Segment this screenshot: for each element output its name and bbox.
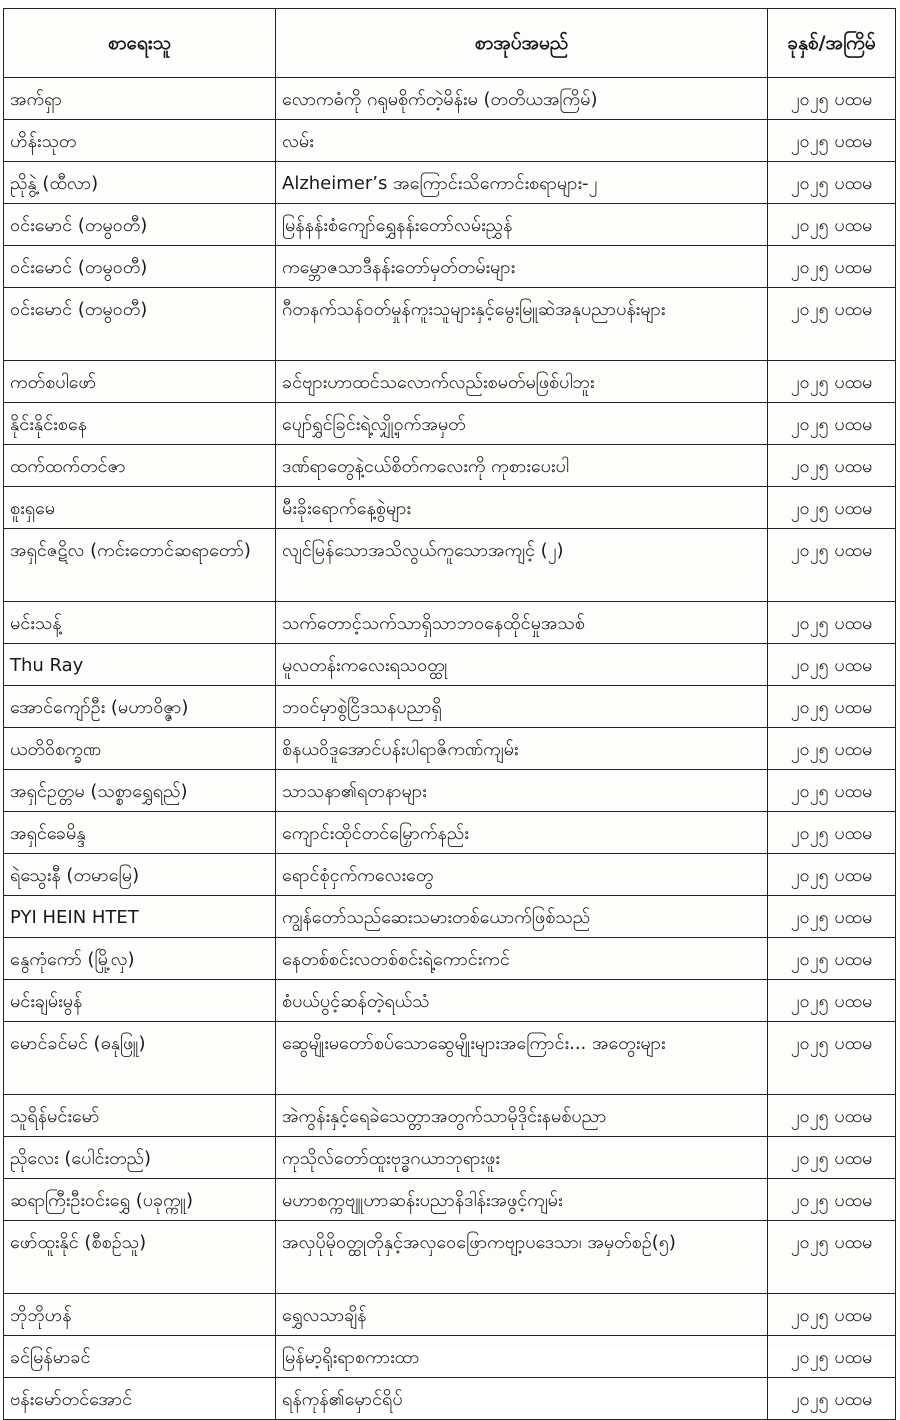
edition-cell: ၂၀၂၅ ပထမ	[768, 896, 896, 938]
title-cell: စံပယ်ပွင့်ဆန်တဲ့ရယ်သံ	[276, 980, 768, 1022]
table-row	[4, 445, 896, 487]
author-cell: ရဲသွေးနီ (တမာမြေ)	[4, 854, 276, 896]
author-cell: ဝင်းမောင် (တမွဝတီ)	[4, 204, 276, 246]
table-row	[4, 854, 896, 896]
author-cell: ညိုနွဲ့ (ထီလာ)	[4, 162, 276, 204]
edition-cell: ၂၀၂၅ ပထမ	[768, 1179, 896, 1221]
title-cell: အဲကွန်းနှင့်ရေခဲသေတ္တာအတွက်သာမိုဒိုင်းနမစ်ပညာ	[276, 1095, 768, 1137]
table-row	[4, 529, 896, 602]
title-cell: အလှပိုမိုဝတ္ထုတိုနှင့်အလှဝေဖြောကဗျာ့ပဒေသာ၊ အမှတ်စဉ်(၅)	[276, 1221, 768, 1294]
title-cell: လမ်း	[276, 120, 768, 162]
edition-cell: ၂၀၂၅ ပထမ	[768, 728, 896, 770]
edition-cell: ၂၀၂၅ ပထမ	[768, 204, 896, 246]
edition-cell: ၂၀၂၅ ပထမ	[768, 770, 896, 812]
table-row	[4, 938, 896, 980]
author-cell: ဘိုဘိုဟန်	[4, 1294, 276, 1336]
title-cell: ကမ္ဘောဇသာဒီနန်းတော်မှတ်တမ်းများ	[276, 246, 768, 288]
edition-cell: ၂၀၂၅ ပထမ	[768, 1095, 896, 1137]
table-row	[4, 204, 896, 246]
edition-cell: ၂၀၂၅ ပထမ	[768, 288, 896, 361]
edition-cell: ၂၀၂၅ ပထမ	[768, 854, 896, 896]
title-cell: စိနယဝိဒူအောင်ပန်းပါရာဇိကဏ်ကျမ်း	[276, 728, 768, 770]
title-cell: မူလတန်းကလေးရသဝတ္ထု	[276, 644, 768, 686]
header-author: စာရေးသူ	[4, 9, 276, 78]
table-row	[4, 246, 896, 288]
author-cell: ဝင်းမောင် (တမွဝတီ)	[4, 246, 276, 288]
author-cell: မင်းသန့်	[4, 602, 276, 644]
author-cell: နိုင်းနိုင်းစနေ	[4, 403, 276, 445]
edition-cell: ၂၀၂၅ ပထမ	[768, 246, 896, 288]
author-cell: ဝင်းမောင် (တမွဝတီ)	[4, 288, 276, 361]
table-row	[4, 288, 896, 361]
edition-cell: ၂၀၂၅ ပထမ	[768, 162, 896, 204]
author-cell: အက်ရှာ	[4, 78, 276, 120]
author-cell: မောင်ခင်မင် (ဓနုဖြူ)	[4, 1022, 276, 1095]
author-cell: အောင်ကျော်ဦး (မဟာဝိဇ္ဇာ)	[4, 686, 276, 728]
author-cell: သူရိန်မင်းမော်	[4, 1095, 276, 1137]
title-cell: လောကဓံကို ဂရုမစိုက်တဲ့မိန်းမ (တတိယအကြိမ်)	[276, 78, 768, 120]
edition-cell: ၂၀၂၅ ပထမ	[768, 644, 896, 686]
author-cell: ဟိန်းသုတ	[4, 120, 276, 162]
table-row	[4, 361, 896, 403]
header-edition: ခုနှစ်/အကြိမ်	[768, 9, 896, 78]
title-cell: မြန်မာ့ရိုးရာစကားထာ	[276, 1336, 768, 1378]
edition-cell: ၂၀၂၅ ပထမ	[768, 120, 896, 162]
edition-cell: ၂၀၂၅ ပထမ	[768, 1294, 896, 1336]
table-row	[4, 686, 896, 728]
title-cell: ကျွန်တော်သည်ဆေးသမားတစ်ယောက်ဖြစ်သည်	[276, 896, 768, 938]
title-cell: လျင်မြန်သောအသိလွယ်ကူသောအကျင့် (၂)	[276, 529, 768, 602]
table-row	[4, 1294, 896, 1336]
edition-cell: ၂၀၂၅ ပထမ	[768, 686, 896, 728]
edition-cell: ၂၀၂၅ ပထမ	[768, 361, 896, 403]
title-cell: ရွှေလသာချိန်	[276, 1294, 768, 1336]
table-row	[4, 1221, 896, 1294]
title-cell: နေတစ်စင်းလတစ်စင်းရဲ့ကောင်းကင်	[276, 938, 768, 980]
edition-cell: ၂၀၂၅ ပထမ	[768, 445, 896, 487]
edition-cell: ၂၀၂၅ ပထမ	[768, 78, 896, 120]
title-cell: ကုသိုလ်တော်ထူးဗုဒ္ဓဂယာဘုရားဖူး	[276, 1137, 768, 1179]
table-row	[4, 1336, 896, 1378]
edition-cell: ၂၀၂၅ ပထမ	[768, 812, 896, 854]
title-cell: ကျောင်းထိုင်တင်မြှောက်နည်း	[276, 812, 768, 854]
title-cell: ဒဏ်ရာတွေနဲ့ငယ်စိတ်ကလေးကို ကုစားပေးပါ	[276, 445, 768, 487]
title-cell: ပျော်ရွှင်ခြင်းရဲ့လျှို့ဝှက်အမှတ်	[276, 403, 768, 445]
author-cell: နွေကုံကော် (မြို့လှ)	[4, 938, 276, 980]
author-cell: စူးရှမေ	[4, 487, 276, 529]
author-cell: ညိုလေး (ပေါင်းတည်)	[4, 1137, 276, 1179]
edition-cell: ၂၀၂၅ ပထမ	[768, 403, 896, 445]
edition-cell: ၂၀၂၅ ပထမ	[768, 487, 896, 529]
table-row	[4, 770, 896, 812]
edition-cell: ၂၀၂၅ ပထမ	[768, 1336, 896, 1378]
table-row	[4, 1179, 896, 1221]
table-row	[4, 1095, 896, 1137]
author-cell: ယတိဝိစက္ခဏ	[4, 728, 276, 770]
table-header-row	[4, 9, 896, 78]
table-row	[4, 120, 896, 162]
edition-cell: ၂၀၂၅ ပထမ	[768, 938, 896, 980]
author-cell: ထက်ထက်တင်ဇာ	[4, 445, 276, 487]
author-cell: အရှင်ဇဋိလ (ကင်းတောင်ဆရာတော်)	[4, 529, 276, 602]
title-cell: မြန်နန်းစံကျော်ရွှေနန်းတော်လမ်းညွှန်	[276, 204, 768, 246]
edition-cell: ၂၀၂၅ ပထမ	[768, 602, 896, 644]
edition-cell: ၂၀၂၅ ပထမ	[768, 980, 896, 1022]
title-cell: ရောင်စုံငှက်ကလေးတွေ	[276, 854, 768, 896]
author-cell: ခင်မြန်မာခင်	[4, 1336, 276, 1378]
author-cell: Thu Ray	[4, 644, 276, 686]
title-cell: ခင်ဗျားဟာထင်သလောက်လည်းစမတ်မဖြစ်ပါဘူး	[276, 361, 768, 403]
book-list-table	[3, 8, 896, 1420]
edition-cell: ၂၀၂၅ ပထမ	[768, 1137, 896, 1179]
table-row	[4, 1022, 896, 1095]
title-cell: ဂီတနက်သန်ဝတ်မှုန်ကူးသူများနှင့်မွေးမြူဆဲအနုပညာပန်းများ	[276, 288, 768, 361]
table-row	[4, 1378, 896, 1420]
table-row	[4, 602, 896, 644]
title-cell: မဟာစက္ကဗျူဟာဆန်းပညာနိဒါန်းအဖွင့်ကျမ်း	[276, 1179, 768, 1221]
table-row	[4, 896, 896, 938]
title-cell: ဆွေမျိုးမတော်စပ်သောဆွေမျိုးများအကြောင်း... အတွေးများ	[276, 1022, 768, 1095]
title-cell: Alzheimer’s အကြောင်းသိကောင်းစရာများ-၂	[276, 162, 768, 204]
title-cell: မီးခိုးရောက်နေ့စွဲများ	[276, 487, 768, 529]
table-row	[4, 487, 896, 529]
header-title: စာအုပ်အမည်	[276, 9, 768, 78]
author-cell: မင်းချမ်းမွန်	[4, 980, 276, 1022]
table-row	[4, 728, 896, 770]
table-row	[4, 1137, 896, 1179]
table-row	[4, 403, 896, 445]
edition-cell: ၂၀၂၅ ပထမ	[768, 529, 896, 602]
title-cell: သာသနာ၏ရတနာများ	[276, 770, 768, 812]
table-row	[4, 78, 896, 120]
title-cell: ရန်ကုန်၏မှောင်ရိပ်	[276, 1378, 768, 1420]
author-cell: ဗန်းမော်တင်အောင်	[4, 1378, 276, 1420]
edition-cell: ၂၀၂၅ ပထမ	[768, 1378, 896, 1420]
table-row	[4, 162, 896, 204]
author-cell: PYI HEIN HTET	[4, 896, 276, 938]
edition-cell: ၂၀၂၅ ပထမ	[768, 1221, 896, 1294]
author-cell: ဆရာကြီးဦးဝင်းရွှေ (ပခုက္ကူ)	[4, 1179, 276, 1221]
edition-cell: ၂၀၂၅ ပထမ	[768, 1022, 896, 1095]
title-cell: ဘဝင်မှာစွဲငြိဒသနပညာရှိ	[276, 686, 768, 728]
author-cell: ဖော်ထူးနိုင် (စီစဉ်သူ)	[4, 1221, 276, 1294]
table-row	[4, 980, 896, 1022]
table-row	[4, 644, 896, 686]
author-cell: အရှင်ခေမိန္ဒ	[4, 812, 276, 854]
table-row	[4, 812, 896, 854]
author-cell: ကတ်စပါဖော်	[4, 361, 276, 403]
title-cell: သက်တောင့်သက်သာရှိသာဘဝနေထိုင်မှုအသစ်	[276, 602, 768, 644]
author-cell: အရှင်ဥတ္တမ (သစ္စာရွှေရည်)	[4, 770, 276, 812]
